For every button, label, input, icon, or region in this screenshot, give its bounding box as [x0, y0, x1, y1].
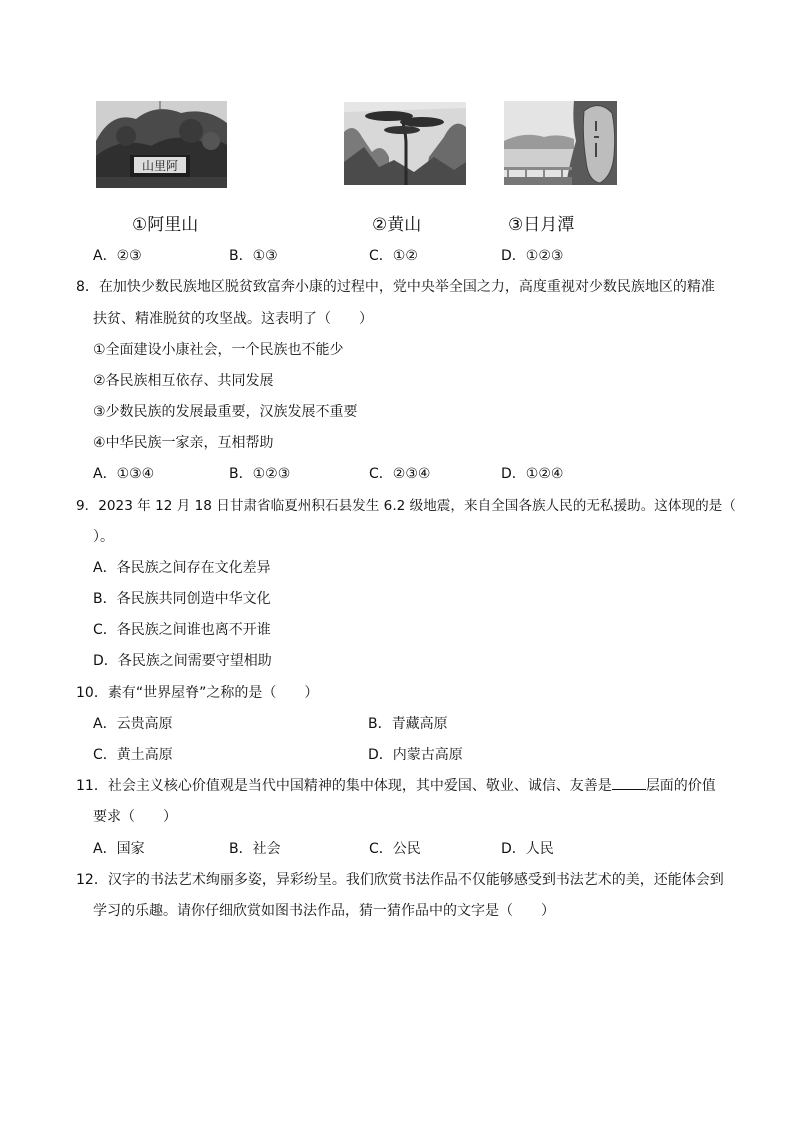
q8-option-c[interactable]: C．②③④ [369, 466, 431, 482]
q11-stem-before: 11．社会主义核心价值观是当代中国精神的集中体现，其中爱国、敬业、诚信、友善是 [76, 778, 612, 794]
q9-option-c[interactable]: C．各民族之间谁也离不开谁 [93, 622, 271, 638]
alishan-photo [96, 101, 227, 188]
q11-stem-line1 [76, 777, 716, 795]
q8-item-4: ④中华民族一家亲，互相帮助 [93, 435, 274, 451]
q11-stem-line2: 要求（ ） [93, 809, 177, 825]
huangshan-photo [344, 102, 466, 185]
q12-stem-line1: 12．汉字的书法艺术绚丽多姿，异彩纷呈。我们欣赏书法作品不仅能够感受到书法艺术的美，还能体会到 [76, 872, 724, 888]
riyuetan-photo [504, 101, 617, 185]
q11-option-b[interactable]: B．社会 [229, 841, 281, 857]
q7-option-c[interactable]: C．①② [369, 248, 418, 264]
q11-option-a[interactable]: A．国家 [93, 841, 145, 857]
q9-option-b[interactable]: B．各民族共同创造中华文化 [93, 591, 271, 607]
caption-huangshan: ②黄山 [372, 215, 422, 235]
q8-option-a[interactable]: A．①③④ [93, 466, 155, 482]
q12-stem-line2: 学习的乐趣。请你仔细欣赏如图书法作品，猜一猜作品中的文字是（ ） [93, 903, 555, 919]
q11-stem-after: 层面的价值 [645, 778, 716, 794]
q8-stem-line1: 8．在加快少数民族地区脱贫致富奔小康的过程中，党中央举全国之力，高度重视对少数民族地区的精准 [76, 279, 715, 295]
q11-answer-blank [612, 777, 646, 790]
caption-alishan: ①阿里山 [132, 215, 199, 235]
q9-option-a[interactable]: A．各民族之间存在文化差异 [93, 560, 271, 576]
q8-option-b[interactable]: B．①②③ [229, 466, 291, 482]
q11-option-d[interactable]: D．人民 [501, 841, 554, 857]
q10-stem: 10．素有“世界屋脊”之称的是（ ） [76, 685, 319, 701]
q7-option-d[interactable]: D．①②③ [501, 248, 564, 264]
q8-item-1: ①全面建设小康社会，一个民族也不能少 [93, 342, 344, 358]
q8-option-d[interactable]: D．①②④ [501, 466, 564, 482]
caption-riyuetan: ③日月潭 [508, 215, 575, 235]
alishan-sign-text: 山里阿 [141, 159, 179, 173]
q10-option-b[interactable]: B．青藏高原 [368, 716, 448, 732]
q9-option-d[interactable]: D．各民族之间需要守望相助 [93, 653, 272, 669]
q9-stem-line1: 9．2023 年 12 月 18 日甘肃省临夏州积石县发生 6.2 级地震，来自全国各族人民的无私援助。这体现的是（ [76, 498, 736, 514]
q11-option-c[interactable]: C．公民 [369, 841, 421, 857]
q7-option-a[interactable]: A．②③ [93, 248, 142, 264]
q7-option-b[interactable]: B．①③ [229, 248, 278, 264]
q8-stem-line2: 扶贫、精准脱贫的攻坚战。这表明了（ ） [93, 311, 373, 327]
q10-option-a[interactable]: A．云贵高原 [93, 716, 173, 732]
q10-option-d[interactable]: D．内蒙古高原 [368, 747, 463, 763]
q8-item-2: ②各民族相互依存、共同发展 [93, 373, 274, 389]
q8-item-3: ③少数民族的发展最重要，汉族发展不重要 [93, 404, 358, 420]
q9-stem-line2: ）。 [93, 529, 114, 545]
q10-option-c[interactable]: C．黄土高原 [93, 747, 173, 763]
